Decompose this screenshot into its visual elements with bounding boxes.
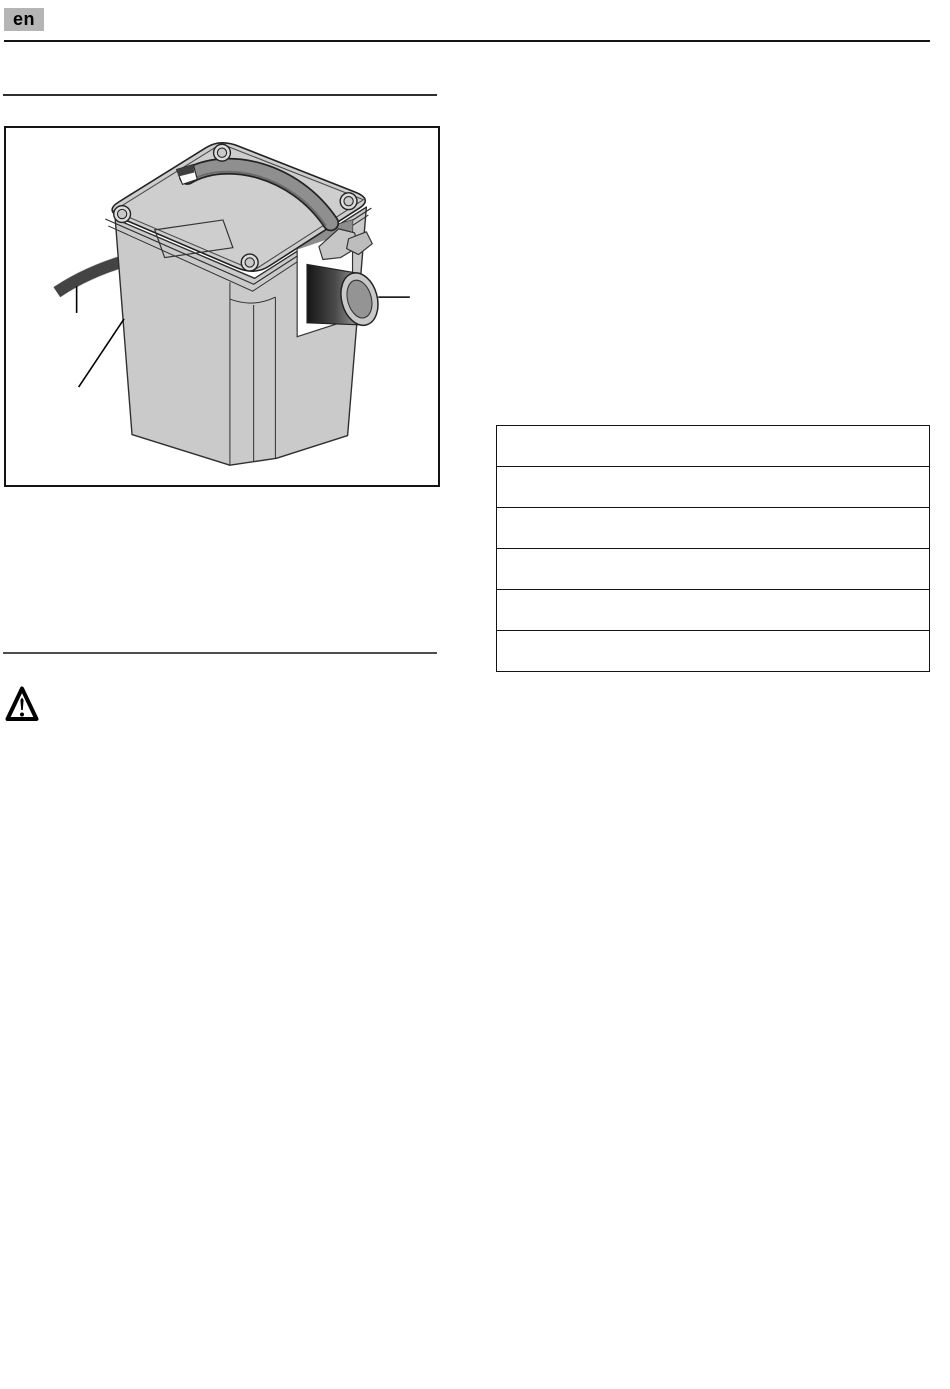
table-cell xyxy=(497,631,930,672)
table-row xyxy=(497,467,930,508)
table-row xyxy=(497,631,930,672)
spec-table xyxy=(496,425,930,672)
warning-triangle-icon xyxy=(5,685,39,723)
language-badge: en xyxy=(4,8,44,31)
header-rule xyxy=(4,40,930,42)
table-row xyxy=(497,426,930,467)
table-cell xyxy=(497,590,930,631)
table-cell xyxy=(497,508,930,549)
table-cell xyxy=(497,549,930,590)
section-rule-top xyxy=(3,94,437,96)
callout-line-body xyxy=(79,319,124,387)
table-cell xyxy=(497,426,930,467)
table-row xyxy=(497,549,930,590)
table-row xyxy=(497,508,930,549)
section-rule-bottom xyxy=(3,652,437,654)
table-cell xyxy=(497,467,930,508)
table-row xyxy=(497,590,930,631)
transformer-box-illustration xyxy=(6,128,438,485)
figure-frame xyxy=(4,126,440,487)
